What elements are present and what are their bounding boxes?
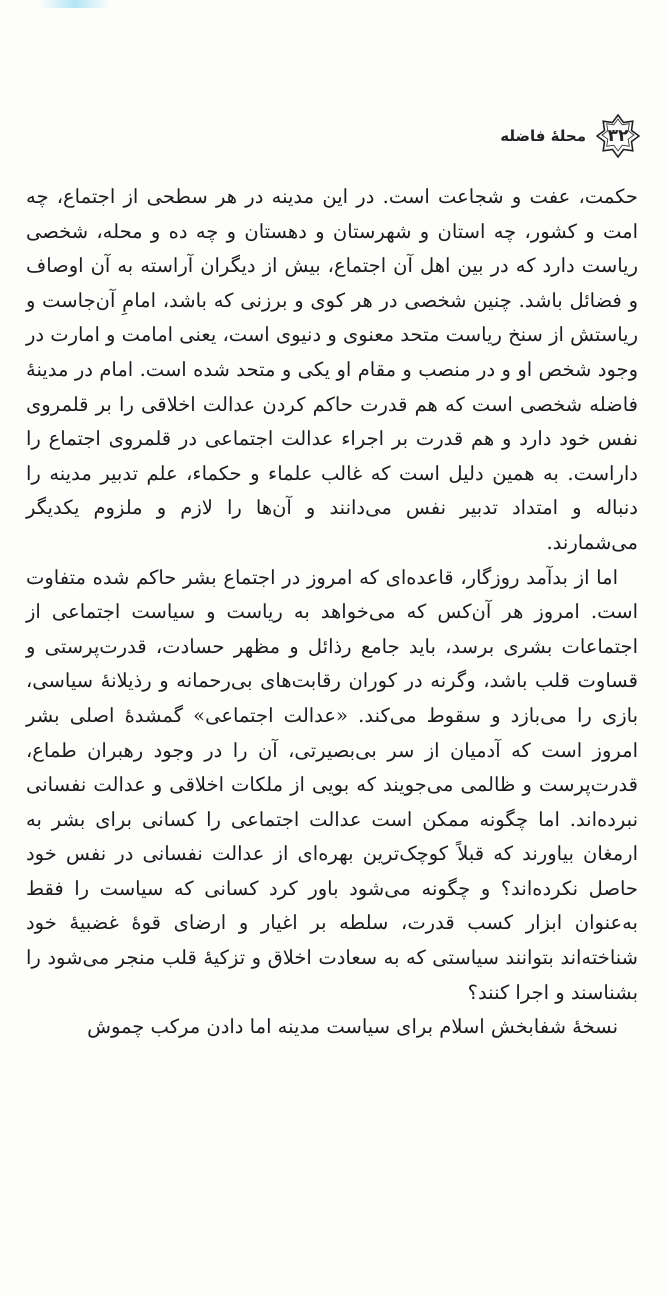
paragraph-partial: نسخهٔ شفابخش اسلام برای سیاست مدینه اما دادن مرکب چموش <box>87 1015 618 1039</box>
page-number-badge <box>596 114 640 158</box>
page-number: ۳۲ <box>607 126 629 146</box>
paragraph: اما از بدآمد روزگار، قاعده‌ای که امروز در اجتماع بشر حاکم شده متفاوت است. امروز هر آن‌کس که می‌خواهد به ریاست و سیاست اجتماعی از اجتماعات بشری برسد، باید جامع رذائل و مظهر حسادت، قدرت‌پرستی و قساوت قلب باشد، وگرنه در کوران رقابت‌های بی‌رحمانه و رذیلانهٔ سیاسی، بازی را می‌بازد و سقوط می‌کند. «عدالت اجتماعی» گمشدهٔ اصلی بشر امروز است که آدمیان از سر بی‌بصیرتی، آن را در وجود رهبران طماع، قدرت‌پرست و ظالمی می‌جویند که بویی از ملکات اخلاقی و عدالت نفسانی نبرده‌اند. اما چگونه ممکن است عدالت اجتماعی را کسانی برای بشر به ارمغان بیاورند که قبلاً کوچک‌ترین بهره‌ای از عدالت نفسانی در نفس خود حاصل نکرده‌اند؟ و چگونه می‌شود باور کرد کسانی که سیاست را فقط به‌عنوان ابزار کسب قدرت، سلطه بر اغیار و ارضای قوهٔ غضبیهٔ خود شناخته‌اند بتوانند سیاستی که به سعادت اخلاق و تزکیهٔ قلب منجر می‌شود را بشناسند و اجرا کنند؟ <box>26 565 638 1004</box>
paragraph-continued: حکمت، عفت و شجاعت است. در این مدینه در هر سطحی از اجتماع، چه امت و کشور، چه استان و شهرستان و دهستان و چه ده و محله، شخصی ریاست دارد که در بین اهل آن اجتماع، بیش از دیگران آراسته به آن اوصاف و فضائل باشد. چنین شخصی در هر کوی و برزنی که باشد، امامِ آن‌جاست و ریاستش از سنخ ریاست متحد معنوی و دنیوی است، یعنی امامت و امارت در وجود شخص او و در منصب و مقام او یکی و متحد شده است. امام در مدینهٔ فاضله شخصی است که هم قدرت حاکم کردن عدالت اخلاقی را بر قلمروی نفس خود دارد و هم قدرت بر اجراء عدالت اجتماعی در قلمروی اجتماع را داراست. به همین دلیل است که غالب علماء و حکماء، علم تدبیر مدینه را دنباله و امتداد تدبیر نفس می‌دانند و آن‌ها را لازم و ملزوم یکدیگر می‌شمارند. <box>25 185 638 554</box>
running-title: محلهٔ فاضله <box>500 127 586 145</box>
scan-edge-tint <box>40 0 110 8</box>
body-text <box>26 180 638 1045</box>
page-header <box>500 114 640 158</box>
